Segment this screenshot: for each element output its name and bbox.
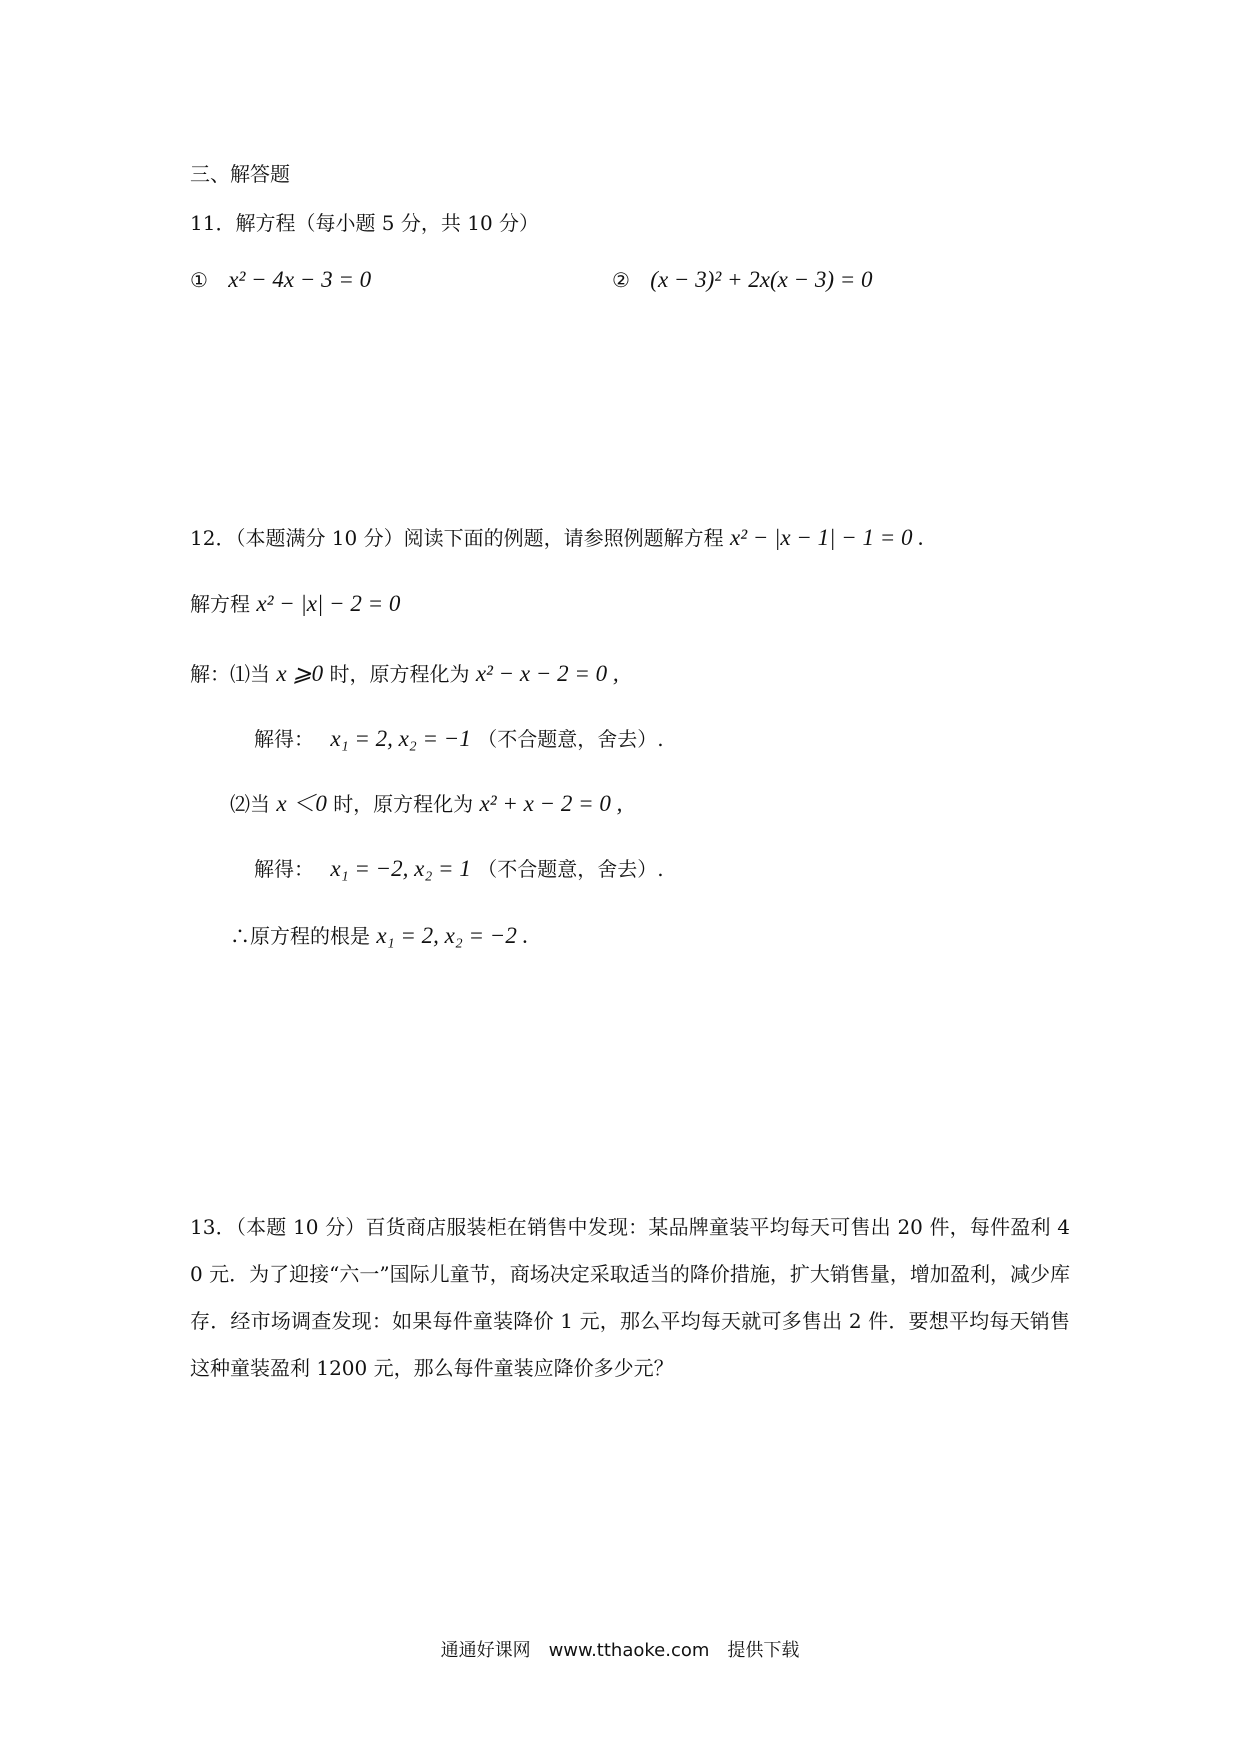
q11-part2-equation: (x − 3)² + 2x(x − 3) = 0 (650, 267, 873, 292)
q12-case1-equation: x² − x − 2 = 0 , (475, 661, 619, 686)
q12-example-text: 解方程 (190, 592, 250, 616)
q12-case2 (230, 790, 622, 818)
q12-header-equation: x² − |x − 1| − 1 = 0 . (729, 525, 925, 550)
q12-conclusion-prefix: ∴原方程的根是 (230, 924, 370, 948)
q12-case1-solution (254, 725, 664, 753)
q11-part2-label: ② (612, 268, 630, 292)
q11-header: 11．解方程（每小题 5 分，共 10 分） (190, 211, 540, 235)
q12-case2-solution-label: 解得： (254, 857, 314, 881)
q12-case2-solution-note: （不合题意，舍去）. (477, 857, 664, 881)
q12-example-equation: x² − |x| − 2 = 0 (256, 591, 401, 616)
section-title: 三、解答题 (190, 162, 290, 186)
q12-case1-solution-values: x₁ = 2, x₂ = −1 (330, 726, 471, 751)
q11-part1-equation: x² − 4x − 3 = 0 (228, 267, 372, 292)
q12-case1-prefix: 解：⑴当 (190, 662, 270, 686)
q11-part2 (612, 266, 873, 294)
q12-case2-solution-values: x₁ = −2, x₂ = 1 (330, 856, 471, 881)
q12-conclusion-equation: x₁ = 2, x₂ = −2 . (376, 923, 529, 948)
q12-case1-mid: 时，原方程化为 (329, 662, 470, 686)
q12-case2-prefix: ⑵当 (230, 792, 270, 816)
q11-part1 (190, 266, 371, 294)
q12-case2-condition: x ＜0 (276, 791, 327, 816)
q13-problem-text: 13．（本题 10 分）百货商店服装柜在销售中发现：某品牌童装平均每天可售出 20 件，每件盈利 40 元．为了迎接“六一”国际儿童节，商场决定采取适当的降价措施，扩大销售量，增加盈利，减少库存．经市场调查发现：如果每件童装降价 1 元，那么平均每天就可多售出 2 件．要想平均每天销售这种童装盈利 1200 元，那么每件童装应降价多少元？ (190, 1215, 1070, 1380)
q12-example (190, 590, 400, 618)
q12-header-text: 12．（本题满分 10 分）阅读下面的例题，请参照例题解方程 (190, 526, 724, 550)
q12-case1 (190, 660, 619, 688)
q12-case2-solution (254, 855, 664, 883)
q12-case1-solution-label: 解得： (254, 727, 314, 751)
page-footer: 通通好课网 www.tthaoke.com 提供下载 (440, 1640, 800, 1661)
q12-case1-solution-note: （不合题意，舍去）. (477, 727, 664, 751)
q11-part1-label: ① (190, 268, 208, 292)
q12-case2-mid: 时，原方程化为 (333, 792, 474, 816)
q12-case1-condition: x ⩾0 (276, 661, 324, 686)
q12-case2-equation: x² + x − 2 = 0 , (479, 791, 623, 816)
q12-header (190, 524, 924, 552)
q12-conclusion (230, 922, 528, 950)
